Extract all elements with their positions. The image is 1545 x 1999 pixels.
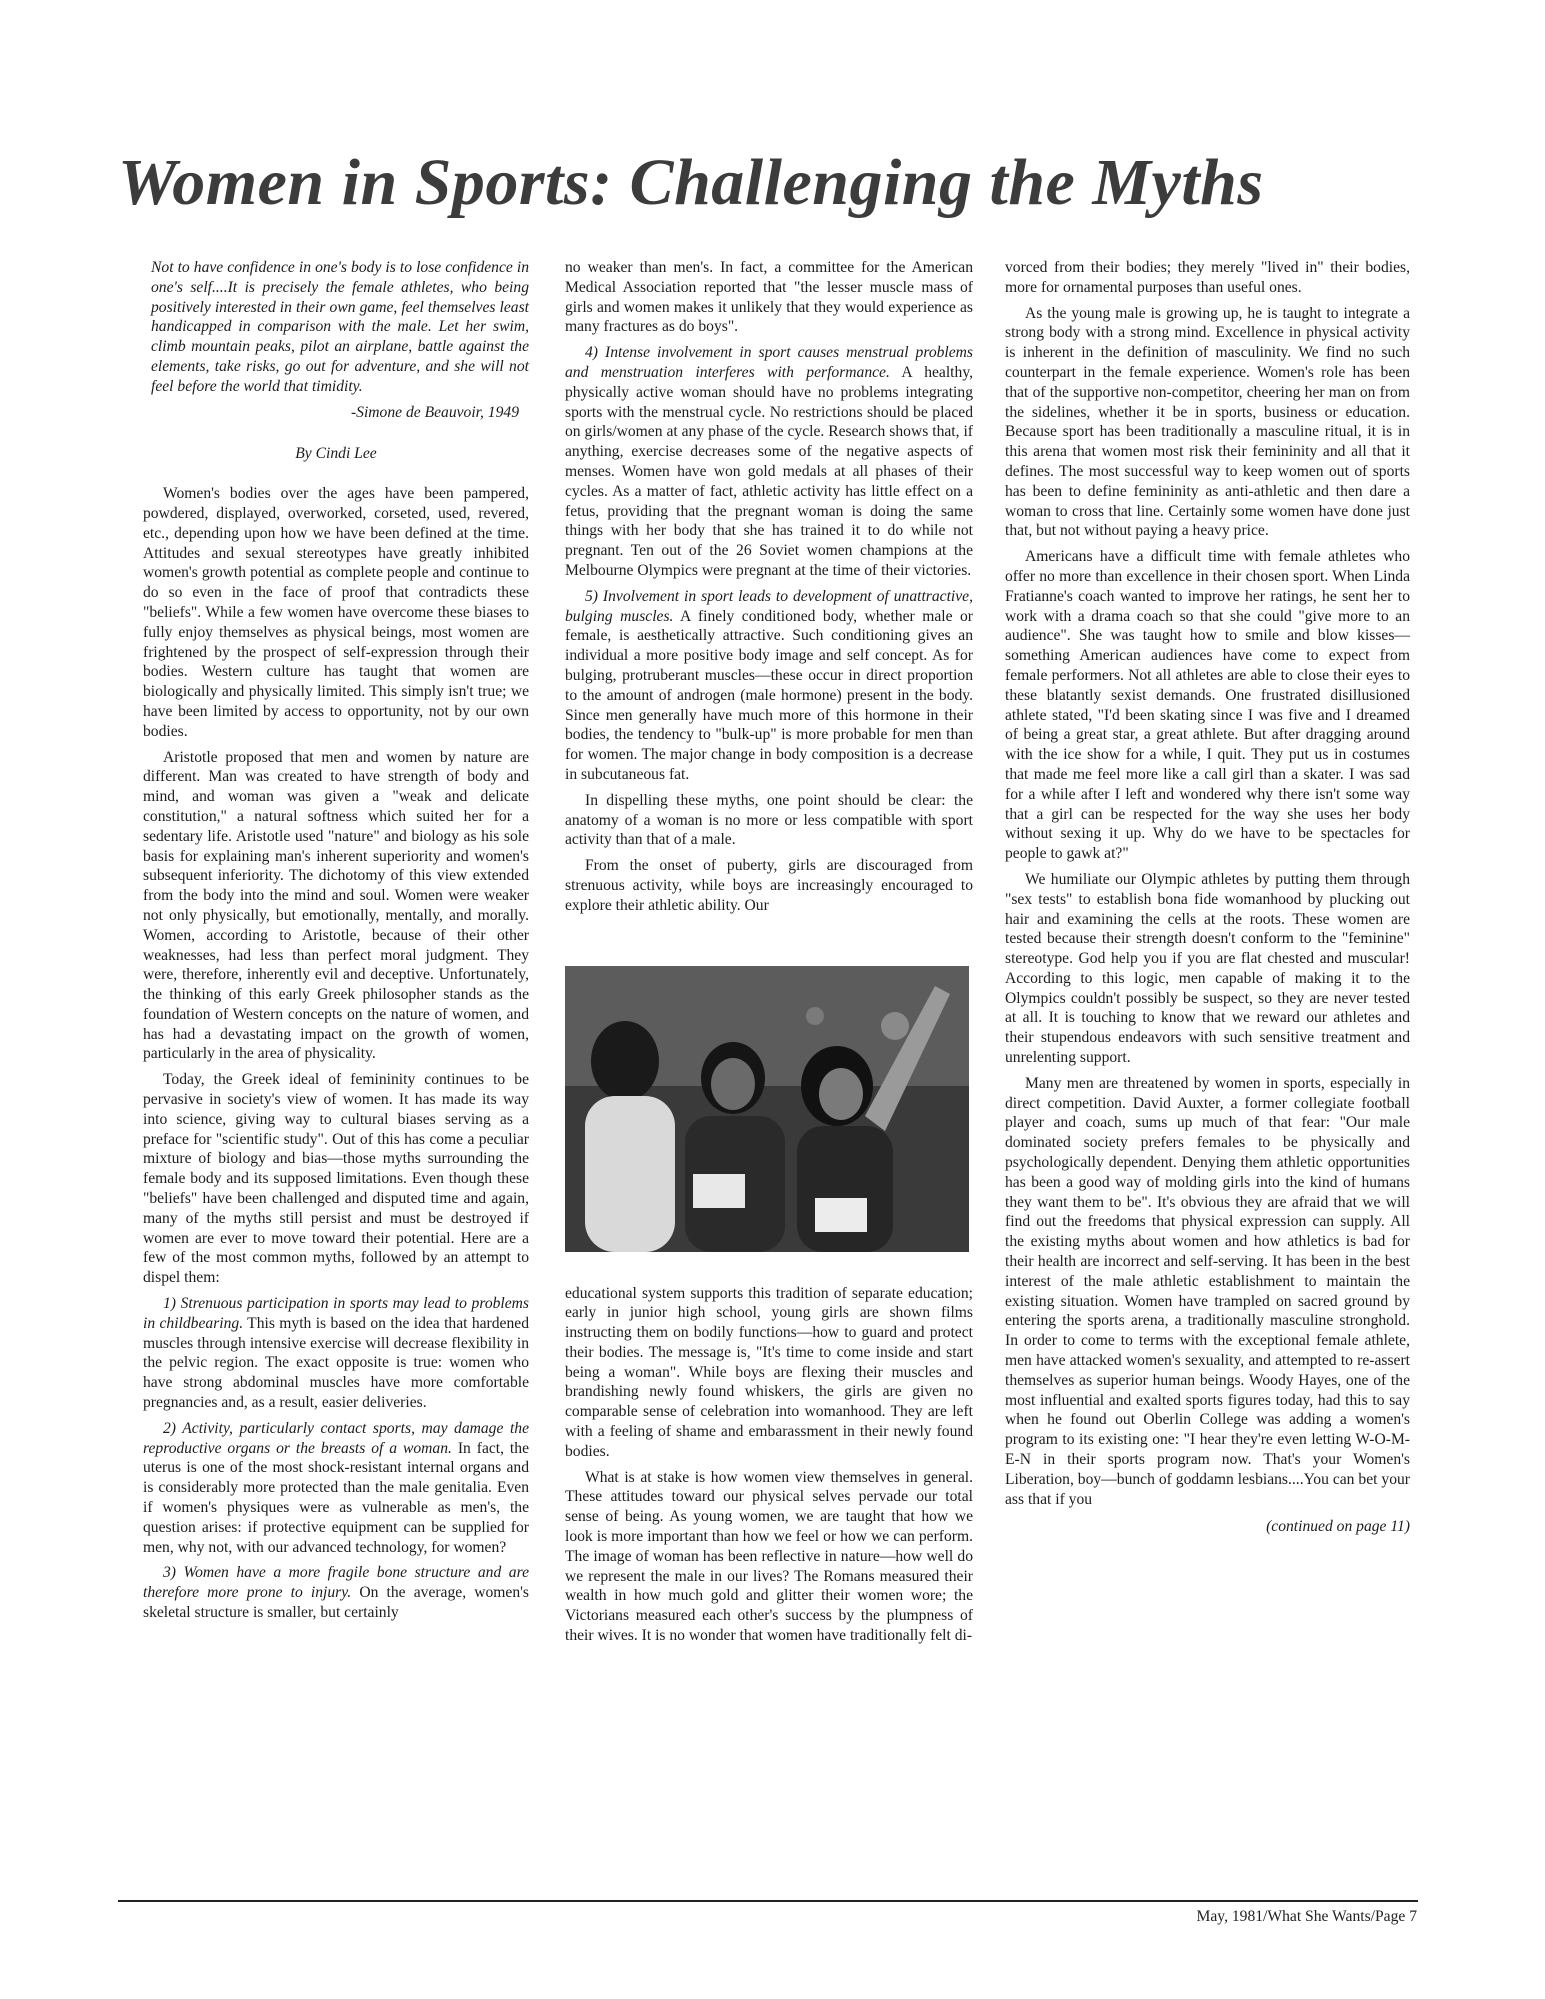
article-title: Women in Sports: Challenging the Myths xyxy=(118,146,1264,219)
column-3 xyxy=(1005,258,1410,1537)
paragraph: Many men are threatened by women in sports, especially in direct competition. David Auxter, a former collegiate football player and coach, sums up much of that fear: "Our male dominated society prefers females to be physically and psychologically dependent. Denying them athletic opportunities has been a good way of molding girls into the kind of humans they want them to be". It's obvious they are afraid that we will find out the freedoms that physical expression can supply. All the existing myths about women and how athletics is bad for their health are incorrect and self-serving. It has been in the best interest of the male athletic establishment to maintain the existing situation. Women have trampled on sacred ground by entering the sports arena, a traditionally masculine stronghold. In order to come to terms with the exceptional female athlete, men have attacked women's sexuality, and attempted to re-assert themselves as superior human beings. Woody Hayes, one of the most influential and exalted sports figures today, had this to say when he found out Oberlin College was adding a women's program to its existing one: "I hear they're even letting W-O-M-E-N in their sports program now. That's your Women's Liberation, boy—bunch of goddamn lesbians....You can bet your ass that if you xyxy=(1005,1074,1410,1508)
byline: By Cindi Lee xyxy=(295,445,377,463)
myth-heading: 5) Involvement in sport leads to development of unattractive, bulging muscles. xyxy=(565,587,973,625)
epigraph: Not to have confidence in one's body is to lose confidence in one's self....It is precisely the female athletes, who being positively interested in their own game, feel themselves least handicapped in comparison with the male. Let her swim, climb mountain peaks, pilot an airplane, battle against the elements, take risks, go out for adventure, and she will not feel before the world that timidity. xyxy=(151,259,529,395)
paragraph: Americans have a difficult time with female athletes who offer no more than excellence in their chosen sport. When Linda Fratianne's coach wanted to improve her ratings, he sent her to work with a drama coach so that she could "give more to an audience". She was taught how to smile and blow kisses—something American audiences have come to expect from female performers. Not all athletes are able to close their eyes to these blatantly sexist demands. One frustrated disillusioned athlete stated, "I'd been skating since I was five and I dreamed of being a great star, a great athlete. But after dragging around with the ice show for a while, I quit. They put us in costumes that made me feel more like a call girl than a skater. I was sad for a while after I left and wondered why there isn't some way that a girl can be respected for the way she uses her body without sexing it up. Why do we have to be spectacles for people to gawk at?" xyxy=(1005,548,1410,863)
myth-2 xyxy=(143,1419,529,1558)
paragraph: From the onset of puberty, girls are discouraged from strenuous activity, while boys are increasingly encouraged to explore their athletic ability. Our xyxy=(565,857,973,914)
continued-note: (continued on page 11) xyxy=(1266,1518,1410,1536)
myth-text: A healthy, physically active woman should have no problems integrating sports with the menstrual cycle. No restrictions should be placed on girls/women at any phase of the cycle. Research shows that, if anything, exercise decreases some of the negative aspects of menses. Women have won gold medals at all phases of their cycles. As a matter of fact, athletic activity has little effect on a fetus, providing that the pregnant woman is doing the same things with her body that she has trained it to do while not pregnant. Ten out of the 26 Soviet women champions at the Melbourne Olympics were pregnant at the time of their victories. xyxy=(565,363,973,579)
paragraph: Today, the Greek ideal of femininity continues to be pervasive in society's view of women. It has made its way into science, giving way to cultural biases serving as a preface for "scientific study". Out of this has come a peculiar mixture of biology and bias—those myths surrounding the female body and its supposed limitations. Even though these "beliefs" have been challenged and disputed time and again, many of the myths still persist and must be destroyed if women are ever to move toward their potential. Here are a few of the most common myths, followed by an attempt to dispel them: xyxy=(143,1071,529,1287)
myth-1 xyxy=(143,1294,529,1413)
runners-photo-image xyxy=(565,966,969,1252)
myth-heading: 2) Activity, particularly contact sports, may damage the reproductive organs or the breasts of a woman. xyxy=(143,1419,529,1457)
column-1 xyxy=(143,258,529,1629)
athletes-photo xyxy=(565,966,969,1252)
footer-rule xyxy=(118,1900,1418,1902)
paragraph: educational system supports this tradition of separate education; early in junior high school, young girls are shown films instructing them on bodily functions—how to guard and protect their bodies. The message is, "It's time to come inside and start being a woman". While boys are flexing their muscles and brandishing newly found whiskers, the girls are given no comparable sense of celebration into womanhood. They are left with a feeling of shame and embarassment in their newly found bodies. xyxy=(565,1284,973,1460)
myth-heading: 4) Intense involvement in sport causes menstrual problems and menstruation interferes with performance. xyxy=(565,344,973,381)
myth-text: This myth is based on the idea that hardened muscles through intensive exercise will decrease flexibility in the pelvic region. The exact opposite is true: women who have strong abdominal muscles have more comfortable pregnancies and, as a result, easier deliveries. xyxy=(143,1314,529,1412)
paragraph: Aristotle proposed that men and women by nature are different. Man was created to have strength of body and mind, and woman was given a "weak and delicate constitution," a natural softness which suited her for a sedentary life. Aristotle used "nature" and biology as his sole basis for explaining man's inherent superiority and women's subsequent inferiority. The dichotomy of this view extended from the body into the mind and soul. Women were weaker not only physically, but emotionally, mentally, and morally. Women, according to Aristotle, because of their other weaknesses, had less than perfect moral judgment. They were, therefore, inherently evil and deceptive. Unfortunately, the thinking of this early Greek philosopher stands as the foundation of Western concepts on the nature of women, and has had a devastating impact on the growth of women, particularly in the area of physicality. xyxy=(143,748,529,1063)
myth-3 xyxy=(143,1563,529,1622)
paragraph: vorced from their bodies; they merely "lived in" their bodies, more for ornamental purposes than useful ones. xyxy=(1005,259,1410,296)
paragraph: In dispelling these myths, one point should be clear: the anatomy of a woman is no more or less compatible with sport activity than that of a male. xyxy=(565,791,973,849)
myth-heading: 1) Strenuous participation in sports may lead to problems in childbearing. xyxy=(143,1295,529,1332)
column-2 xyxy=(565,258,973,1652)
myth-text: A finely conditioned body, whether male or female, is aesthetically attractive. Such conditioning gives an individual a more positive body image and self concept. As for bulging, protruberant muscles—these occur in direct proportion to the amount of androgen (male hormone) present in the body. Since men generally have much more of this hormone in their bodies, the tendency to "bulk-up" is more probable for men than for women. The major change in body composition is a decrease in subcutaneous fat. xyxy=(565,607,973,783)
page-footer: May, 1981/What She Wants/Page 7 xyxy=(1196,1908,1417,1925)
myth-heading: 3) Women have a more fragile bone structure and are therefore more prone to injury. xyxy=(143,1564,529,1602)
epigraph-attribution: -Simone de Beauvoir, 1949 xyxy=(350,403,519,421)
myth-text: On the average, women's skeletal structure is smaller, but certainly xyxy=(143,1584,530,1621)
myth-text: In fact, the uterus is one of the most shock-resistant internal organs and is considerably more protected than the male genitalia. Even if women's physiques were as vulnerable as men's, the question arises: if protective equipment can be supplied for men, why not, with our advanced technology, for women? xyxy=(143,1439,529,1556)
myth-4 xyxy=(565,343,973,581)
paragraph: What is at stake is how women view themselves in general. These attitudes toward our physical selves pervade our total sense of being. As young women, we are taught that how we look is more important than how we feel or how we can perform. The image of woman has been reflective in nature—how well do we represent the male in our lives? The Romans measured their wealth in how much gold and glitter their women wore; the Victorians measured each other's success by the plumpness of their wives. It is no wonder that women have traditionally felt di- xyxy=(565,1468,973,1645)
paragraph: Women's bodies over the ages have been pampered, powdered, displayed, overworked, corseted, used, revered, etc., depending upon how we have been defined at the time. Attitudes and sexual stereotypes have greatly inhibited women's growth potential as complete people and continue to do so even in the face of proof that contradicts these "beliefs". While a few women have overcome these biases to fully enjoy themselves as physical beings, most women are frightened by the prospect of self-expression through their bodies. Western culture has taught that women are biologically and physically limited. This simply isn't true; we have been limited by access to opportunity, not by our own bodies. xyxy=(143,485,529,740)
paragraph: As the young male is growing up, he is taught to integrate a strong body with a strong mind. Excellence in physical activity is inherent in the definition of masculinity. We find no such counterpart in the female experience. Women's role has been that of the supportive non-competitor, cheering her man on from the sidelines, whether it be in sports, business or education. Because sport has been traditionally a masculine ritual, it is in this arena that women most risk their femininity and all that it defines. The most successful way to keep women out of sports has been to define femininity as anti-athletic and then dare a woman to cross that line. Certainly some women have done just that, but not without paying a heavy price. xyxy=(1005,304,1410,540)
paragraph: no weaker than men's. In fact, a committee for the American Medical Association reported that "the lesser muscle mass of girls and women makes it unlikely that they would experience as many fractures as do boys". xyxy=(565,259,973,336)
paragraph: We humiliate our Olympic athletes by putting them through "sex tests" to establish bona fide womanhood by plucking out hair and examining the cells at the roots. These women are tested because their strength doesn't conform to the "feminine" stereotype. God help you if you are flat chested and muscular! According to this logic, men capable of making it to the Olympics couldn't possibly be suspect, so they are never tested at all. It is touching to know that we reward our athletes and their stupendous endeavors with such sensitive treatment and unrelenting support. xyxy=(1005,870,1410,1067)
myth-5 xyxy=(565,587,973,785)
